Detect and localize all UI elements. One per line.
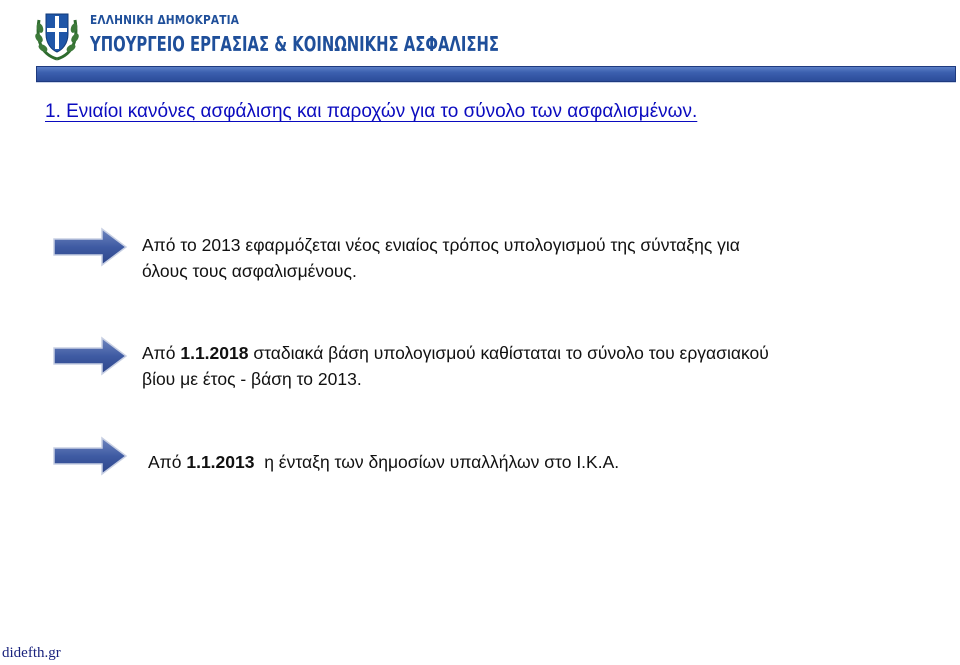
bullet-line-2: βίου με έτος - βάση το 2013. [142, 369, 362, 389]
bullet-date: 1.1.2018 [180, 343, 249, 363]
bullet-rest: η ένταξη των δημοσίων υπαλλήλων στο Ι.Κ.Α. [254, 452, 620, 472]
bullet-line-1: Από το 2013 εφαρμόζεται νέος ενιαίος τρόπος υπολογισμού της σύνταξης για [142, 235, 740, 255]
footer-site-link[interactable]: didefth.gr [2, 645, 61, 661]
header-divider-band [36, 66, 956, 82]
ministry-top-line: ΕΛΛΗΝΙΚΗ ΔΗΜΟΚΡΑΤΙΑ [90, 13, 240, 27]
bullet-text [148, 449, 619, 475]
bullet-line-1 [148, 449, 619, 475]
ministry-header [0, 0, 960, 85]
section-title: 1. Ενιαίοι κανόνες ασφάλισης και παροχών για το σύνολο των ασφαλισμένων. [45, 101, 698, 122]
right-arrow-icon [52, 436, 128, 476]
right-arrow-icon [52, 227, 128, 267]
bullet-text [142, 232, 740, 284]
bullet-rest: σταδιακά βάση υπολογισμού καθίσταται το σύνολο του εργασιακού [248, 343, 769, 363]
bullet-date: 1.1.2013 [186, 452, 255, 472]
greek-coat-of-arms-icon [34, 6, 80, 62]
bullet-prefix: Από [142, 343, 181, 363]
bullet-text [142, 340, 769, 392]
bullet-line-1 [142, 340, 769, 366]
ministry-name: ΥΠΟΥΡΓΕΙΟ ΕΡΓΑΣΙΑΣ & ΚΟΙΝΩΝΙΚΗΣ ΑΣΦΑΛΙΣΗΣ [90, 32, 499, 56]
right-arrow-icon [52, 336, 128, 376]
bullet-line-2: όλους τους ασφαλισμένους. [142, 261, 357, 281]
bullet-prefix: Από [148, 452, 187, 472]
